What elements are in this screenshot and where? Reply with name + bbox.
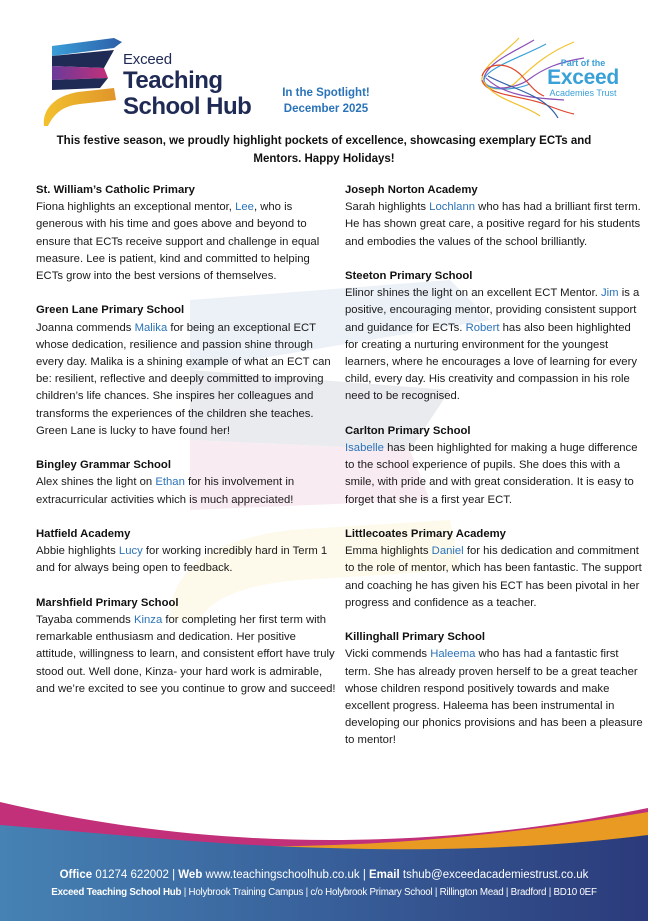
footer-email-link[interactable]: tshub@exceedacademiestrust.co.uk (399, 869, 589, 881)
entry-text-segment: has been highlighted for making a huge difference to the school experience of pupils. She does this with a smile, with pride and with great consideration. It is easy to forget that she is a first year ECT. (345, 442, 638, 506)
entry-text (36, 474, 336, 508)
entry-text-segment: Fiona highlights an exceptional mentor, (36, 201, 236, 214)
entry-text-segment: for his involvement in extracurricular activities which is much appreciated! (36, 476, 295, 506)
entry-text-segment: , who is generous with his time and goes above and beyond to ensure that ECTs receive support and challenge in equal measure. Lee is patient, kind and committed to helping ECTs grow into the best versions of themselves. (36, 201, 320, 283)
spotlight-entry (345, 526, 645, 612)
highlighted-name: Lucy (118, 545, 143, 558)
highlighted-name: Lochlann (429, 201, 476, 214)
entry-text-segment: Alex shines the light on (36, 476, 156, 489)
footer-address: | Holybrook Training Campus | c/o Holybrook Primary School | Rillington Mead | Bradford | BD10 0EF (181, 887, 597, 898)
entry-text (36, 543, 336, 577)
highlighted-name: Robert (465, 321, 500, 334)
entry-text (345, 646, 645, 749)
entry-text (345, 285, 645, 405)
entry-text-segment: for working incredibly hard in Term 1 and for always being open to feedback. (36, 545, 328, 575)
trust-logo-exceed: Exceed (547, 66, 619, 89)
footer-office-label: Office (59, 869, 93, 881)
spotlight-entry (345, 268, 645, 406)
entry-text (36, 199, 336, 285)
entry-text-segment: has also been highlighted for creating a nurturing environment for the youngest learners, where he encourages a love of learning for every child, every day. His creativity and compassion in his role need to be recognised. (345, 321, 638, 403)
spotlight-entry (36, 595, 336, 698)
highlighted-name: Malika (134, 321, 168, 334)
footer-address-line (0, 884, 648, 902)
entry-text (345, 543, 645, 612)
spotlight-entry (345, 629, 645, 749)
spotlight-entry (345, 182, 645, 251)
highlighted-name: Haleema (430, 648, 476, 661)
spotlight-entry (36, 302, 336, 440)
entry-text-segment: Vicki commends (345, 648, 431, 661)
highlighted-name: Lee (235, 201, 254, 214)
school-name: Green Lane Primary School (36, 304, 185, 317)
entry-text (36, 612, 336, 698)
logo-line-school-hub: School Hub (123, 93, 252, 120)
entry-text-segment: Abbie highlights (36, 545, 119, 558)
entry-text-segment: for his dedication and commitment to the role of mentor, which has been fantastic. The support and coaching he has given his ECT has been pivotal in her progress and confidence as a teacher. (345, 545, 642, 609)
spotlight-entry (36, 182, 336, 285)
right-column (345, 182, 645, 767)
highlighted-name: Jim (601, 287, 619, 300)
footer-office-phone[interactable]: 01274 622002 | (92, 869, 179, 881)
highlighted-name: Isabelle (345, 442, 384, 455)
entry-text-segment: for completing her first term with remarkable enthusiasm and dedication. Her positive attitude, willingness to learn, and consistent effort have truly stood out. Well done, Kinza- your hard work is admirable, and we’re excited to see you continue to grow and succeed! (36, 614, 336, 695)
entry-text-segment: is a positive, encouraging mentor, providing consistent support and guidance for ECTs. (345, 287, 640, 334)
footer-web-label: Web (178, 869, 203, 881)
trust-logo-part-of: Part of the (560, 58, 606, 68)
school-name: Bingley Grammar School (36, 459, 171, 472)
teaching-school-hub-logo-icon (34, 30, 130, 130)
highlighted-name: Kinza (133, 614, 163, 627)
spotlight-entry (36, 526, 336, 578)
school-name: Marshfield Primary School (36, 596, 179, 609)
intro-text: This festive season, we proudly highlight pockets of excellence, showcasing exemplary ECTs and Mentors. Happy Holidays! (56, 135, 592, 165)
school-name: Carlton Primary School (345, 424, 471, 437)
highlighted-name: Daniel (431, 545, 464, 558)
footer-contact-line (0, 866, 648, 884)
school-name: St. William’s Catholic Primary (36, 184, 195, 196)
entry-text (36, 320, 336, 440)
logo-line-exceed: Exceed (123, 51, 172, 68)
entry-text-segment: Tayaba commends (36, 614, 134, 627)
entry-text-segment: Elinor shines the light on an excellent ECT Mentor. (345, 287, 601, 300)
trust-logo-text (530, 58, 636, 98)
highlighted-name: Ethan (155, 476, 185, 489)
spotlight-date: December 2025 (283, 103, 369, 115)
entry-text-segment: for being an exceptional ECT whose dedication, resilience and passion shine through every day. Malika is a shining example of what an ECT can be: resilient, reflective and deeply committed to improving children’s life chances. She inspires her colleagues and transforms the experiences of the children she teaches. Green Lane is lucky to have found her! (36, 321, 331, 437)
logo-line-teaching: Teaching (123, 67, 223, 94)
school-name: Joseph Norton Academy (345, 184, 478, 196)
entry-text-segment: who has had a fantastic first term. She has already proven herself to be a great teacher whose children respond positively towards and make excellent progress. Haleema has been instrumental in developing our phonics provisions and has been a pleasure to mentor! (345, 648, 643, 747)
entry-text-segment: Emma highlights (345, 545, 432, 558)
school-name: Steeton Primary School (345, 270, 473, 282)
teaching-school-hub-logo-text (123, 52, 251, 120)
trust-logo-academies-trust: Academies Trust (549, 88, 617, 98)
spotlight-entry (345, 423, 645, 509)
spotlight-title (281, 85, 371, 117)
entry-text (345, 199, 645, 251)
school-name: Hatfield Academy (36, 528, 131, 541)
entry-text (345, 440, 645, 509)
footer-contact (0, 866, 648, 902)
entry-text-segment: Sarah highlights (345, 201, 430, 214)
school-name: Littlecoates Primary Academy (345, 528, 506, 541)
footer-org-name: Exceed Teaching School Hub (51, 887, 182, 898)
spotlight-entry (36, 457, 336, 509)
left-column (36, 182, 336, 715)
entry-text-segment: who has had a brilliant first term. He has shown great care, a positive regard for his students and embodies the values of the school brilliantly. (345, 201, 641, 248)
entry-text-segment: Joanna commends (36, 321, 135, 334)
footer-web-link[interactable]: www.teachingschoolhub.co.uk | (202, 869, 369, 881)
footer-email-label: Email (369, 869, 400, 881)
spotlight-line: In the Spotlight! (282, 87, 370, 99)
school-name: Killinghall Primary School (345, 631, 485, 644)
